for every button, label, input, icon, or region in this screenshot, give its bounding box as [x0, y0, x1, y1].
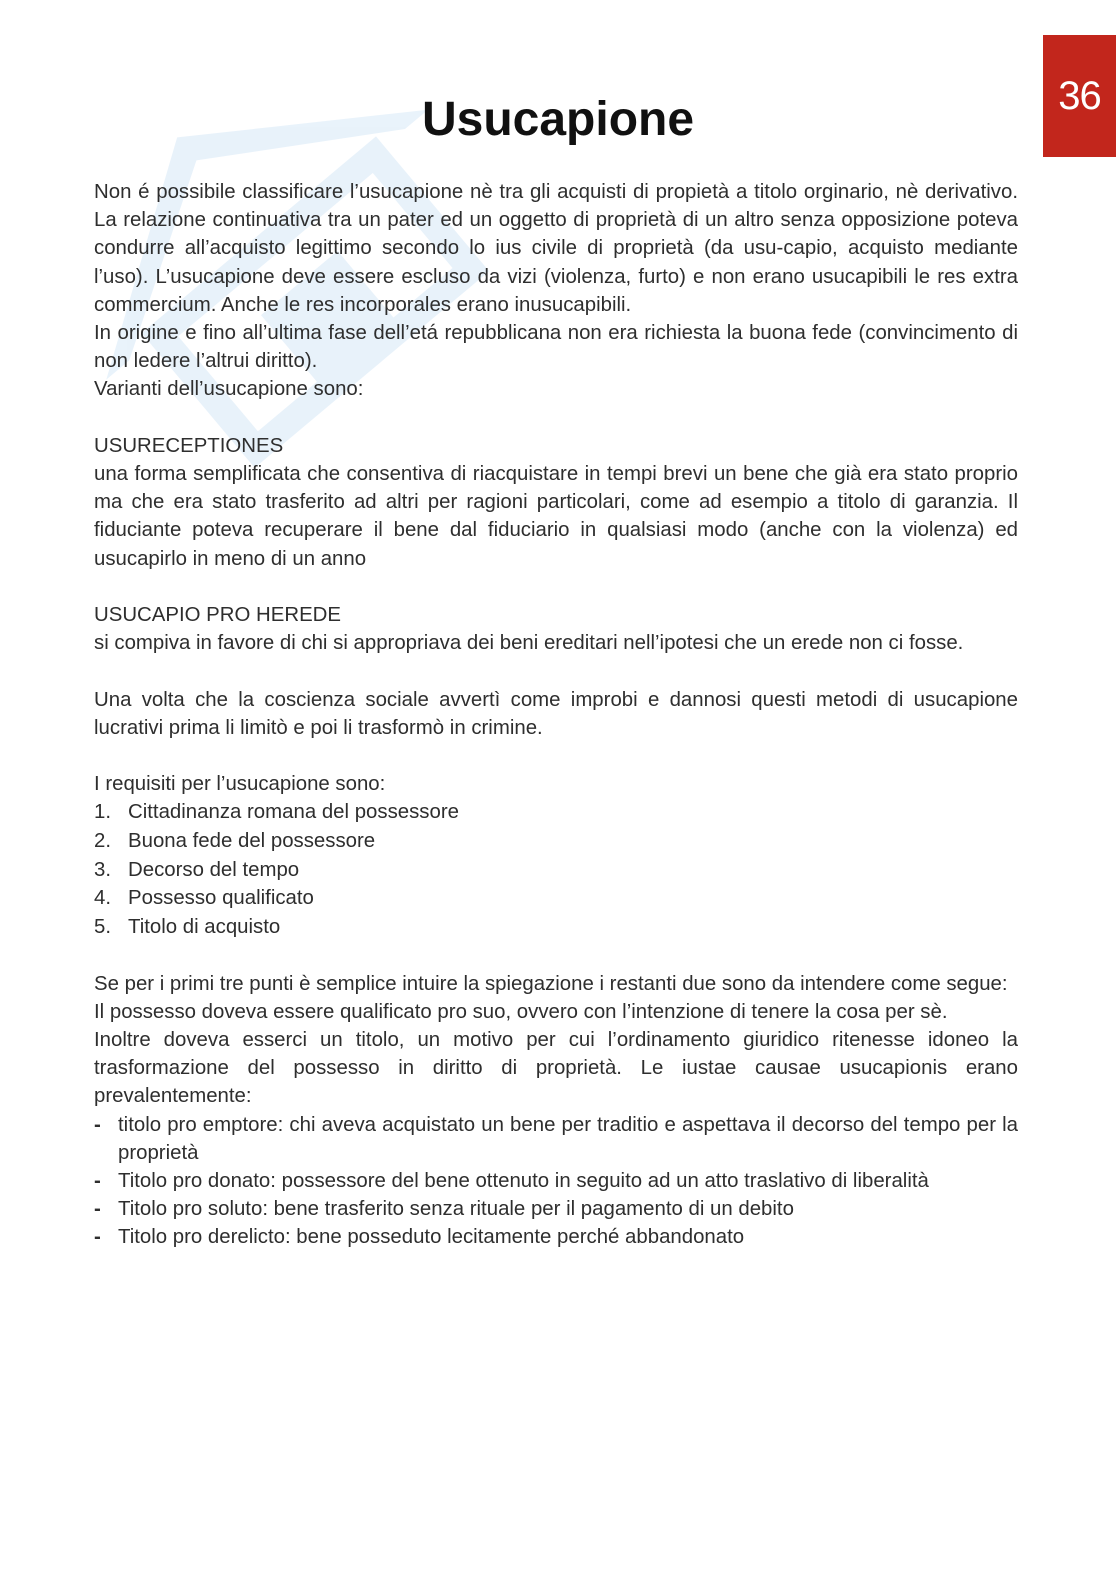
section-text-usureceptiones: una forma semplificata che consentiva di riacquistare in tempi brevi un bene che già era stato proprio ma che era stato trasferito ad altri per ragioni particolari, come ad esempio a titolo di garanzia. Il fiduciante poteva recuperare il bene dal fiduciario in qualsiasi modo (anche con la violenza) ed usucapirlo in meno di un anno — [94, 463, 1018, 570]
list-item — [94, 1223, 1018, 1251]
list-item-text: Cittadinanza romana del possessore — [128, 801, 459, 824]
requisiti-list — [94, 798, 1018, 941]
list-item-text: Possesso qualificato — [128, 887, 314, 910]
list-item-text: Titolo di acquisto — [128, 915, 281, 938]
varianti-intro: Varianti dell’usucapione sono: — [94, 378, 364, 401]
list-item — [94, 798, 1018, 827]
crimine-paragraph: Una volta che la coscienza sociale avvertì come improbi e dannosi questi metodi di usucapione lucrativi prima li limitò e poi li trasformò in crimine. — [94, 688, 1018, 739]
list-number: 1. — [94, 801, 112, 824]
dash-bullet: - — [94, 1113, 101, 1136]
list-item — [94, 827, 1018, 856]
page-number: 36 — [1058, 73, 1101, 118]
intro-paragraph: Non é possibile classificare l’usucapione nè tra gli acquisti di propietà a titolo orginario, nè derivativo. La relazione continuativa tra un pater ed un oggetto di proprietà di un altro senza opposizione poteva condurre all’acquisto legittimo secondo lo ius civile di proprietà (da usu-capio, acquisto mediante l’uso). L’usucapione deve essere escluso da vizi (violenza, furto) e non erano usucapibili le res extra commercium. Anche le res incorporales erano inusucapibili. — [94, 181, 1018, 316]
list-number: 2. — [94, 830, 112, 852]
list-item-text: Decorso del tempo — [128, 858, 300, 881]
list-item — [94, 1195, 1018, 1223]
list-number: 4. — [94, 887, 112, 910]
section-text-usucapio-pro-herede: si compiva in favore di chi si appropriava dei beni ereditari nell’ipotesi che un erede non ci fosse. — [94, 632, 964, 655]
list-item — [94, 1111, 1018, 1167]
possesso-paragraph: Il possesso doveva essere qualificato pro suo, ovvero con l’intenzione di tenere la cosa per sè. — [94, 1000, 948, 1023]
list-item — [94, 913, 1018, 942]
requisiti-intro: I requisiti per l’usucapione sono: — [94, 773, 386, 796]
section-heading-usucapio-pro-herede: USUCAPIO PRO HEREDE — [94, 604, 341, 627]
dash-bullet: - — [94, 1226, 101, 1249]
list-item — [94, 856, 1018, 885]
section-heading-usureceptiones: USURECEPTIONES — [94, 434, 284, 457]
list-item — [94, 1167, 1018, 1195]
spiegazione-paragraph: Se per i primi tre punti è semplice intuire la spiegazione i restanti due sono da intendere come segue: — [94, 972, 1008, 995]
list-number: 5. — [94, 915, 112, 938]
dash-bullet: - — [94, 1169, 101, 1192]
document-body — [94, 178, 1018, 1252]
dash-bullet: - — [94, 1198, 101, 1221]
list-item-text: Titolo pro derelicto: bene posseduto lecitamente perché abbandonato — [118, 1226, 745, 1249]
list-item-text: Titolo pro soluto: bene trasferito senza rituale per il pagamento di un debito — [118, 1198, 794, 1221]
list-item — [94, 884, 1018, 913]
list-number: 3. — [94, 858, 112, 881]
titolo-paragraph: Inoltre doveva esserci un titolo, un motivo per cui l’ordinamento giuridico ritenesse idoneo la trasformazione del possesso in diritto di proprietà. Le iustae causae usucapionis erano prevalentemente: — [94, 1028, 1018, 1108]
list-item-text: Buona fede del possessore — [128, 830, 376, 852]
iustae-causae-list — [94, 1111, 1018, 1252]
intro-buona-fede: In origine e fino all’ultima fase dell’etá repubblicana non era richiesta la buona fede (convincimento di non ledere l’altrui diritto). — [94, 322, 1018, 373]
page-title: Usucapione — [421, 93, 695, 146]
list-item-text: Titolo pro donato: possessore del bene ottenuto in seguito ad un atto traslativo di liberalità — [118, 1169, 929, 1192]
list-item-text: titolo pro emptore: chi aveva acquistato un bene per traditio e aspettava il decorso del tempo per la proprietà — [118, 1113, 1018, 1164]
